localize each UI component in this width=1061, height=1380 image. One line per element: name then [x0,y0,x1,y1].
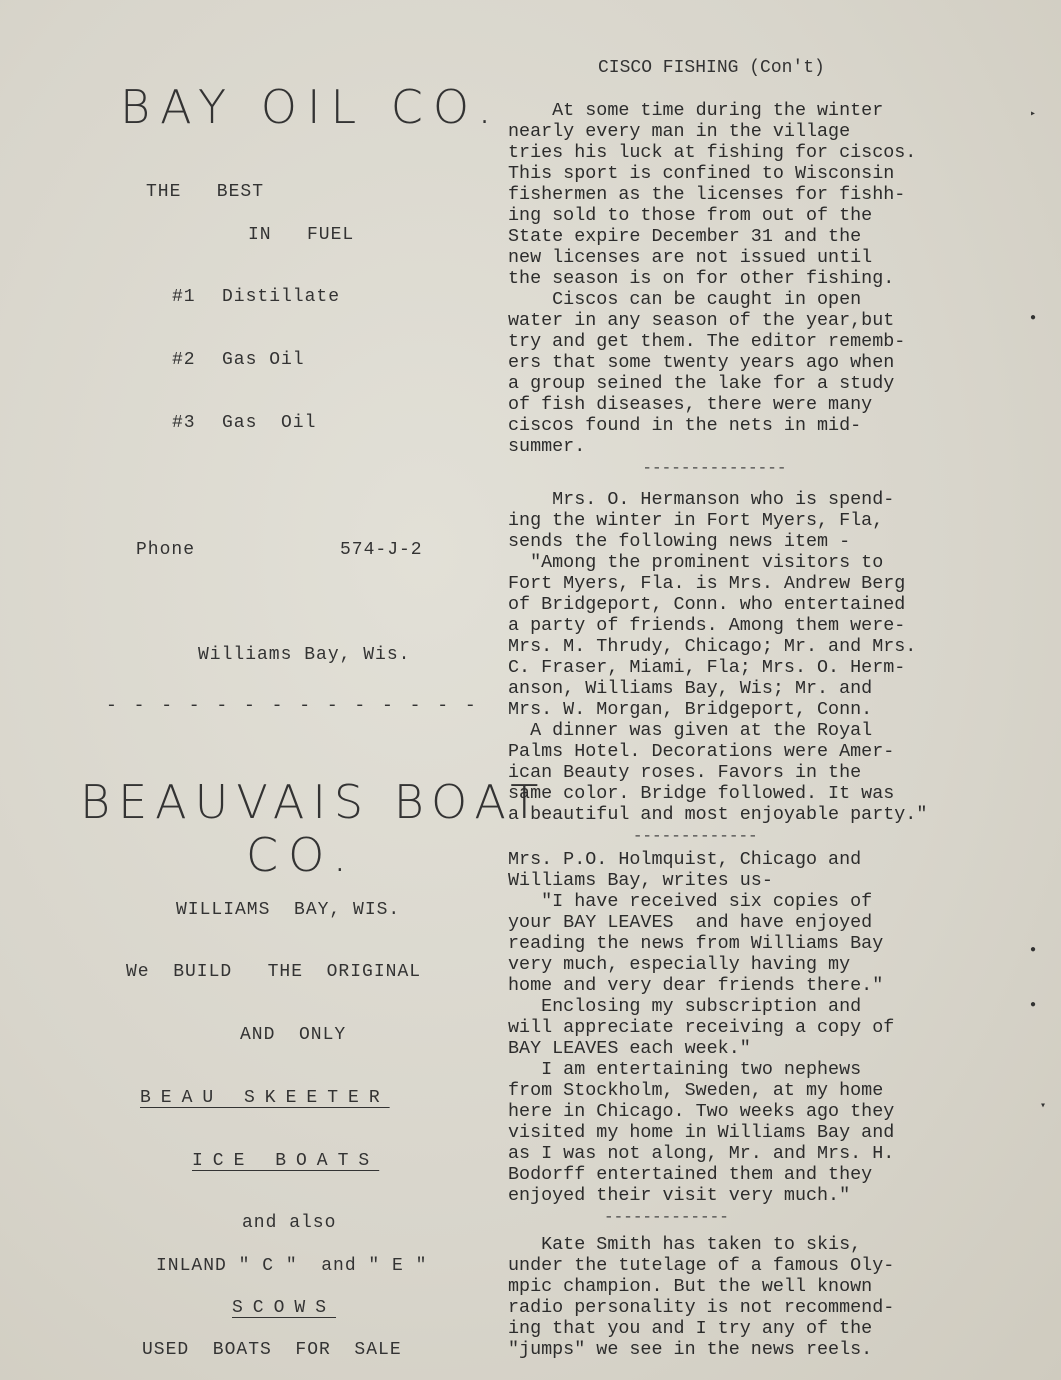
product-ice-boats: ICE BOATS [192,1151,380,1171]
beauvais-line-2: AND ONLY [240,1025,347,1045]
beauvais-line-4: INLAND " C " and " E " [156,1256,428,1276]
margin-mark: ▸ [1030,109,1037,120]
beauvais-line-1: We BUILD THE ORIGINAL [126,962,422,982]
separator-1: --------------- [508,459,787,477]
beauvais-line-3: and also [242,1213,337,1233]
cisco-article: At some time during the winter nearly every man in the village tries his luck at fishing for ciscos. This sport is confined to Wisconsin fishermen as the licenses for fishh- ing sold to those from out of the State expire December 31 and the new licenses are not issued until the season is on for other fishing. Ciscos can be caught in open water in any season of the year,but try and get them. The editor rememb- ers that some twenty years ago when a group seined the lake for a study of fish diseases, there were many ciscos found in the nets in mid- summer. [508,100,917,457]
news-column [508,100,1028,1360]
product-name-1: Distillate [222,287,341,307]
product-name-3: Gas Oil [222,413,317,433]
kate-smith-article: Kate Smith has taken to skis, under the tutelage of a famous Oly- mpic champion. But the well known radio personality is not recommend- ing that you and I try any of the "jumps" we see in the news reels. [508,1234,895,1360]
margin-mark: ● [1030,945,1037,956]
product-number-3: #3 [172,413,196,433]
product-name-2: Gas Oil [222,350,305,370]
product-beau-skeeter: BEAU SKEETER [140,1088,390,1108]
phone-number: 574-J-2 [340,540,423,560]
phone-label: Phone [136,540,196,560]
bay-oil-title: BAY OIL CO. [120,80,502,134]
column-heading: CISCO FISHING (Con't) [598,58,825,78]
separator-2: ------------- [508,827,758,845]
bay-oil-location: Williams Bay, Wis. [198,645,411,665]
holmquist-article: Mrs. P.O. Holmquist, Chicago and Williams Bay, writes us- "I have received six copies of your BAY LEAVES and have enjoyed reading the news from Williams Bay very much, especially having my home and very dear friends there." Enclosing my subscription and will appreciate receiving a copy of BAY LEAVES each week." I am entertaining two nephews from Stockholm, Sweden, at my home here in Chicago. Two weeks ago they visited my home in Williams Bay and as I was not along, Mr. and Mrs. H. Bodorff entertained them and they enjoyed their visit very much." [508,849,895,1206]
product-number-2: #2 [172,350,196,370]
beauvais-title-line-1: BEAUVAIS BOAT [80,775,547,829]
beauvais-line-5: USED BOATS FOR SALE [142,1340,402,1360]
bay-oil-tagline-2: IN FUEL [248,225,355,245]
margin-mark: ● [1030,1000,1037,1011]
hermanson-article: Mrs. O. Hermanson who is spend- ing the winter in Fort Myers, Fla, sends the following news item - "Among the prominent visitors to Fort Myers, Fla. is Mrs. Andrew Berg of Bridgeport, Conn. who entertained a party of friends. Among them were- Mrs. M. Thrudy, Chicago; Mr. and Mrs. C. Fraser, Miami, Fla; Mrs. O. Herm- anson, Williams Bay, Wis; Mr. and Mrs. W. Morgan, Bridgeport, Conn. A dinner was given at the Royal Palms Hotel. Decorations were Amer- ican Beauty roses. Favors in the same color. Bridge followed. It was a beautiful and most enjoyable party." [508,489,928,825]
margin-mark: ▾ [1040,1101,1047,1112]
margin-mark: ● [1030,313,1037,324]
bay-oil-tagline-1: THE BEST [146,182,265,202]
beauvais-title-line-2: CO. [246,828,358,882]
separator-3: ------------- [508,1208,729,1226]
ad-divider: - - - - - - - - - - - - - - [106,696,479,716]
product-scows: SCOWS [232,1298,337,1318]
product-number-1: #1 [172,287,196,307]
beauvais-location: WILLIAMS BAY, WIS. [176,900,401,920]
